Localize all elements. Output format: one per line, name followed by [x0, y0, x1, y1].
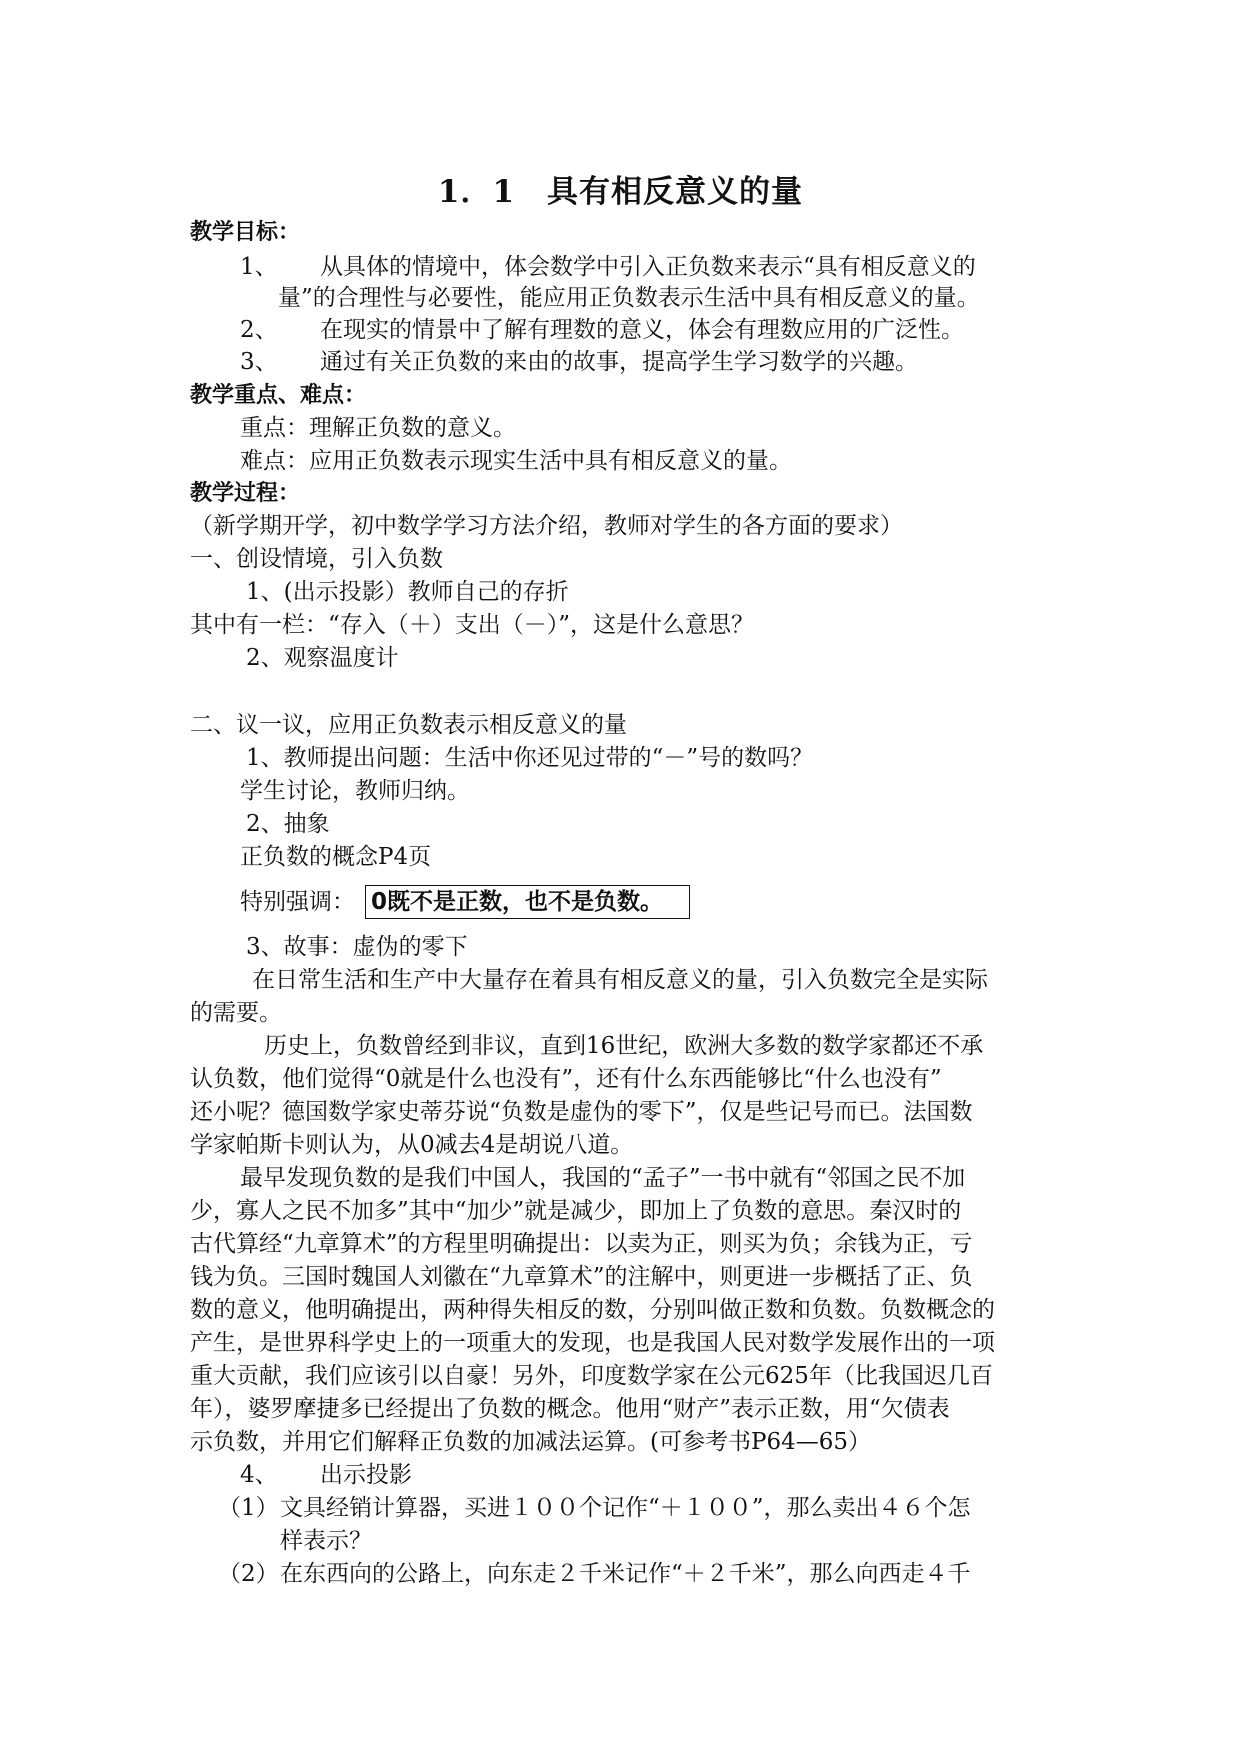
section-2-heading: 二、议一议，应用正负数表示相反意义的量 [190, 712, 627, 738]
paragraph-2-line-4: 学家帕斯卡则认为，从0减去4是胡说八道。 [190, 1132, 634, 1158]
paragraph-3-line-2: 少，寡人之民不加多”其中“加少”就是减少，即加上了负数的意思。秦汉时的 [190, 1198, 962, 1224]
paragraph-3-line-1: 最早发现负数的是我们中国人，我国的“孟子”一书中就有“邻国之民不加 [240, 1165, 966, 1191]
paragraph-3-line-8: 年），婆罗摩捷多已经提出了负数的概念。他用“财产”表示正数，用“欠债表 [190, 1396, 950, 1422]
section-1-heading: 一、创设情境，引入负数 [190, 546, 443, 572]
heading-objectives: 教学目标： [190, 220, 301, 245]
section-2-item-3: 3、故事：虚伪的零下 [246, 934, 468, 960]
heading-process: 教学过程： [190, 481, 301, 506]
question-2-number: （2） [218, 1561, 279, 1587]
objective-1-number: 1、 [240, 254, 278, 280]
question-1-line-2: 样表示？ [280, 1528, 372, 1554]
section-2-item-2: 2、抽象 [246, 811, 330, 837]
paragraph-1-line-1: 在日常生活和生产中大量存在着具有相反意义的量，引入负数完全是实际 [252, 967, 988, 993]
paragraph-3-line-3: 古代算经“九章算术”的方程里明确提出：以卖为正，则买为负；余钱为正，亏 [190, 1231, 973, 1257]
objective-1-line-2: 量”的合理性与必要性，能应用正负数表示生活中具有相反意义的量。 [278, 285, 980, 311]
emphasis-box-text: 0既不是正数，也不是负数。 [371, 889, 664, 915]
difficult-point: 难点：应用正负数表示现实生活中具有相反意义的量。 [240, 448, 792, 474]
section-2-item-4-number: 4、 [240, 1462, 278, 1488]
section-1-item-2: 2、观察温度计 [246, 645, 399, 671]
emphasis-label: 特别强调： [240, 889, 355, 915]
paragraph-3-line-7: 重大贡献，我们应该引以自豪！另外，印度数学家在公元625年（比我国迟几百 [190, 1363, 993, 1389]
objective-2-text: 在现实的情景中了解有理数的意义，体会有理数应用的广泛性。 [320, 317, 964, 343]
section-2-item-1-detail: 学生讨论，教师归纳。 [240, 778, 470, 804]
page-title: 1．1 具有相反意义的量 [437, 174, 804, 210]
objective-3-number: 3、 [240, 349, 278, 375]
section-1-item-1: 1、(出示投影）教师自己的存折 [246, 579, 569, 605]
paragraph-1-line-2: 的需要。 [190, 1000, 282, 1026]
section-2-item-1: 1、教师提出问题：生活中你还见过带的“－”号的数吗？ [246, 745, 814, 771]
paragraph-3-line-9: 示负数，并用它们解释正负数的加减法运算。(可参考书P64—65） [190, 1429, 871, 1455]
paragraph-3-line-6: 产生，是世界科学史上的一项重大的发现，也是我国人民对数学发展作出的一项 [190, 1330, 995, 1356]
section-1-item-1-detail: 其中有一栏：“存入（＋）支出（－）”，这是什么意思？ [190, 612, 755, 638]
objective-1-line-1: 从具体的情境中，体会数学中引入正负数来表示“具有相反意义的 [320, 254, 976, 280]
heading-key-points: 教学重点、难点： [190, 383, 367, 408]
paragraph-3-line-4: 钱为负。三国时魏国人刘徽在“九章算术”的注解中，则更进一步概括了正、负 [190, 1264, 973, 1290]
paragraph-2-line-3: 还小呢？德国数学家史蒂芬说“负数是虚伪的零下”，仅是些记号而已。法国数 [190, 1099, 973, 1125]
question-1-number: （1） [218, 1495, 279, 1521]
objective-3-text: 通过有关正负数的来由的故事，提高学生学习数学的兴趣。 [320, 349, 918, 375]
key-point: 重点：理解正负数的意义。 [240, 415, 516, 441]
question-2-line-1: 在东西向的公路上，向东走２千米记作“＋２千米”，那么向西走４千 [280, 1561, 971, 1587]
paragraph-2-line-2: 认负数，他们觉得“0就是什么也没有”，还有什么东西能够比“什么也没有” [190, 1066, 942, 1092]
section-2-item-4-text: 出示投影 [320, 1462, 412, 1488]
paragraph-2-line-1: 历史上，负数曾经到非议，直到16世纪，欧洲大多数的数学家都还不承 [264, 1033, 984, 1059]
paragraph-3-line-5: 数的意义，他明确提出，两种得失相反的数，分别叫做正数和负数。负数概念的 [190, 1297, 995, 1323]
objective-2-number: 2、 [240, 317, 278, 343]
question-1-line-1: 文具经销计算器，买进１００个记作“＋１００”，那么卖出４６个怎 [280, 1495, 971, 1521]
process-intro: （新学期开学，初中数学学习方法介绍，教师对学生的各方面的要求） [190, 513, 903, 539]
section-2-item-2-detail: 正负数的概念P4页 [240, 844, 432, 870]
